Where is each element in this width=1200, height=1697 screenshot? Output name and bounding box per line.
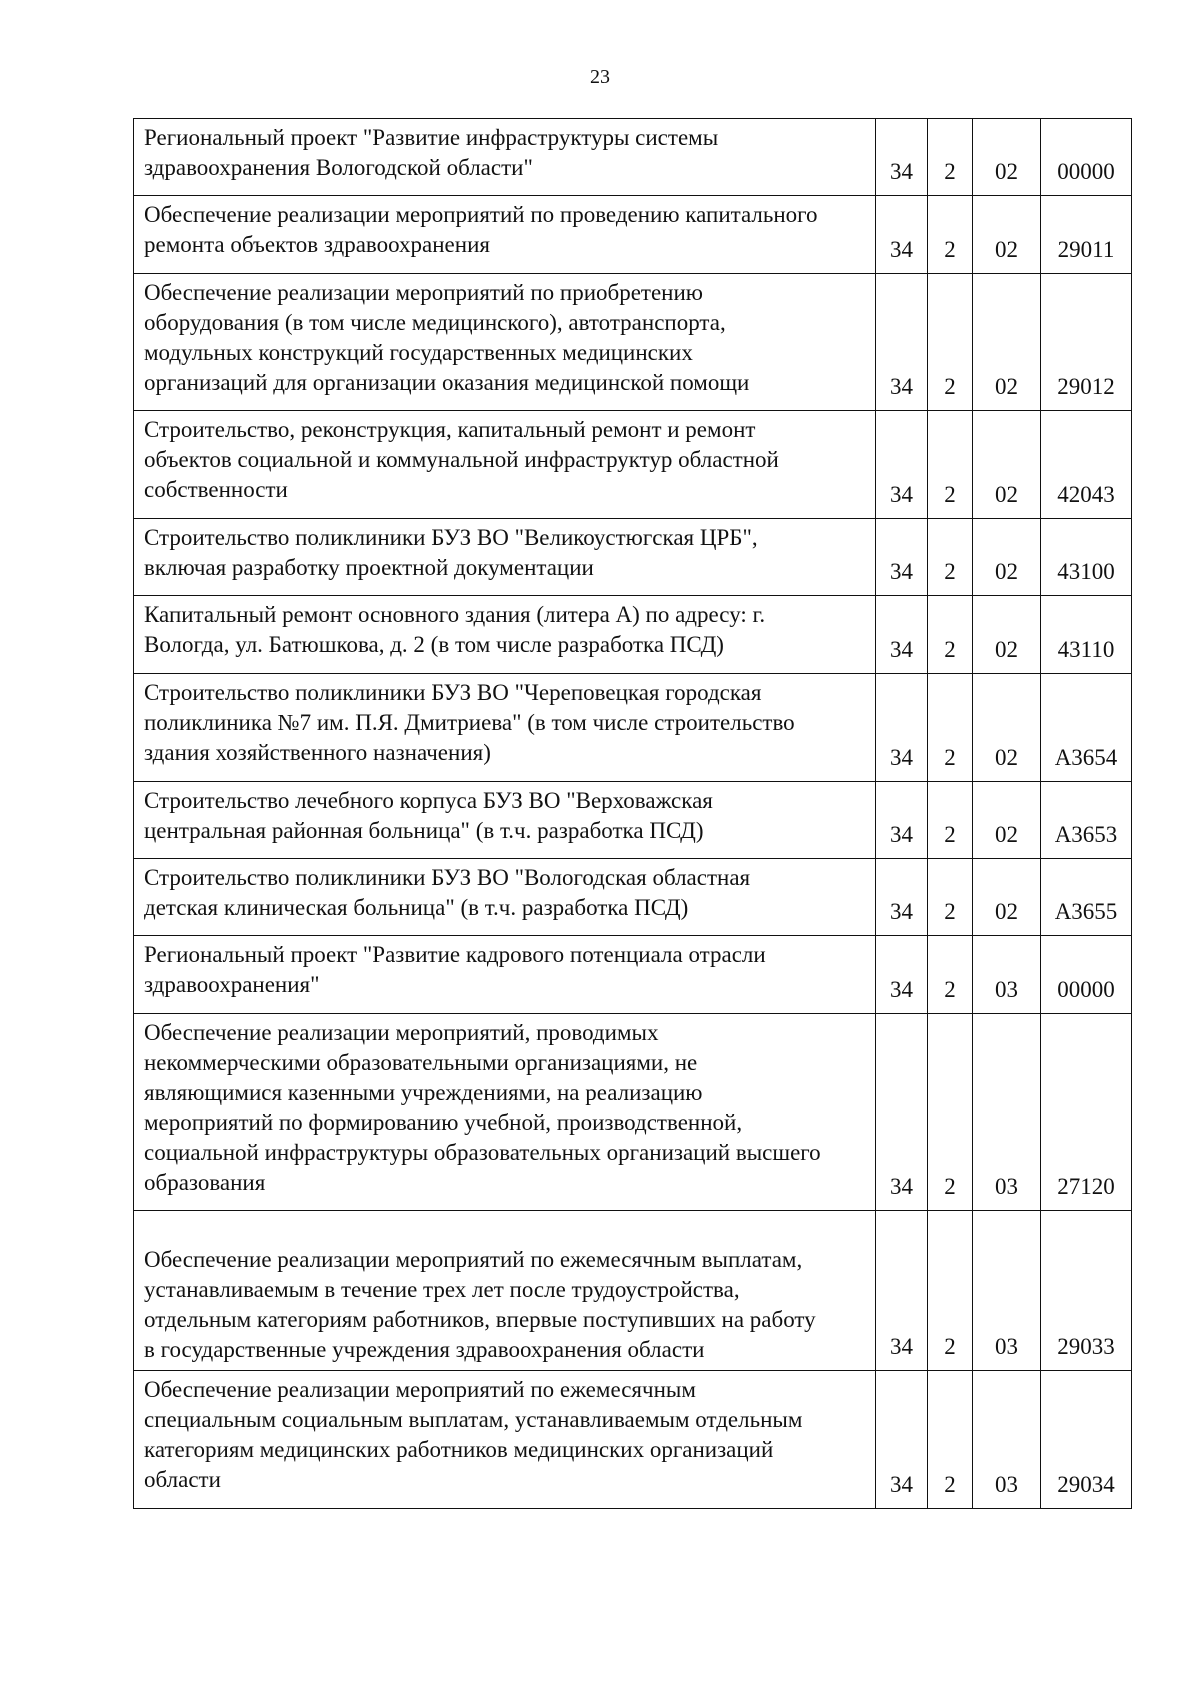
code-subprogram: 02	[973, 859, 1041, 936]
description-line: собственности	[144, 477, 288, 502]
description-line: центральная районная больница" (в т.ч. разработка ПСД)	[144, 818, 704, 843]
budget-classification-table	[133, 118, 1132, 1509]
code-subprogram: 02	[973, 596, 1041, 674]
table-row	[134, 859, 1132, 936]
description-line: отдельным категориям работников, впервые поступивших на работу	[144, 1307, 816, 1332]
description-line: Обеспечение реализации мероприятий по приобретению	[144, 280, 703, 305]
code-direction: 00000	[1041, 936, 1132, 1014]
table-row	[134, 196, 1132, 274]
description-line: специальным социальным выплатам, устанавливаемым отдельным	[144, 1407, 803, 1432]
code-ministry: 34	[876, 519, 928, 596]
row-description	[134, 782, 876, 859]
code-ministry: 34	[876, 274, 928, 411]
description-line: Строительство поликлиники БУЗ ВО "Вологодская областная	[144, 865, 751, 890]
description-line: Строительство, реконструкция, капитальный ремонт и ремонт	[144, 417, 756, 442]
code-direction: 43100	[1041, 519, 1132, 596]
description-line: Капитальный ремонт основного здания (литера А) по адресу: г.	[144, 602, 766, 627]
page-number: 23	[590, 66, 610, 88]
code-subprogram: 03	[973, 1211, 1041, 1371]
code-ministry: 34	[876, 119, 928, 196]
row-description	[134, 411, 876, 519]
code-subprogram: 02	[973, 274, 1041, 411]
description-line: образования	[144, 1170, 266, 1195]
code-subprogram: 02	[973, 519, 1041, 596]
code-ministry: 34	[876, 1211, 928, 1371]
row-description	[134, 596, 876, 674]
row-description	[134, 519, 876, 596]
description-line: здания хозяйственного назначения)	[144, 740, 491, 765]
row-description	[134, 119, 876, 196]
description-line: категориям медицинских работников медицинских организаций	[144, 1437, 774, 1462]
code-program: 2	[928, 936, 973, 1014]
code-ministry: 34	[876, 936, 928, 1014]
description-line: здравоохранения Вологодской области"	[144, 155, 533, 180]
code-direction: А3653	[1041, 782, 1132, 859]
description-line: Обеспечение реализации мероприятий по ежемесячным	[144, 1377, 696, 1402]
code-subprogram: 02	[973, 782, 1041, 859]
code-ministry: 34	[876, 859, 928, 936]
description-line: организаций для организации оказания медицинской помощи	[144, 370, 750, 395]
code-direction: 00000	[1041, 119, 1132, 196]
code-direction: 43110	[1041, 596, 1132, 674]
code-program: 2	[928, 1014, 973, 1211]
description-line: Строительство поликлиники БУЗ ВО "Великоустюгская ЦРБ",	[144, 525, 758, 550]
table-row	[134, 782, 1132, 859]
code-direction: 29034	[1041, 1371, 1132, 1509]
code-subprogram: 02	[973, 674, 1041, 782]
code-ministry: 34	[876, 596, 928, 674]
code-subprogram: 02	[973, 411, 1041, 519]
table-row	[134, 674, 1132, 782]
description-line: объектов социальной и коммунальной инфраструктур областной	[144, 447, 779, 472]
description-line: социальной инфраструктуры образовательных организаций высшего	[144, 1140, 821, 1165]
code-ministry: 34	[876, 196, 928, 274]
table-row	[134, 1211, 1132, 1371]
description-line: модульных конструкций государственных медицинских	[144, 340, 693, 365]
code-direction: 29011	[1041, 196, 1132, 274]
code-program: 2	[928, 519, 973, 596]
code-program: 2	[928, 674, 973, 782]
description-line: поликлиника №7 им. П.Я. Дмитриева" (в том числе строительство	[144, 710, 795, 735]
table-row	[134, 274, 1132, 411]
code-direction: А3655	[1041, 859, 1132, 936]
description-line: мероприятий по формированию учебной, производственной,	[144, 1110, 743, 1135]
description-line: Вологда, ул. Батюшкова, д. 2 (в том числе разработка ПСД)	[144, 632, 724, 657]
description-line: здравоохранения"	[144, 972, 320, 997]
code-program: 2	[928, 411, 973, 519]
row-description	[134, 196, 876, 274]
table-row	[134, 1371, 1132, 1509]
code-direction: 42043	[1041, 411, 1132, 519]
code-ministry: 34	[876, 411, 928, 519]
table-row	[134, 1014, 1132, 1211]
code-subprogram: 02	[973, 119, 1041, 196]
code-program: 2	[928, 196, 973, 274]
row-description	[134, 1371, 876, 1509]
code-ministry: 34	[876, 1014, 928, 1211]
code-program: 2	[928, 859, 973, 936]
code-ministry: 34	[876, 1371, 928, 1509]
description-line: детская клиническая больница" (в т.ч. разработка ПСД)	[144, 895, 689, 920]
description-line: устанавливаемым в течение трех лет после трудоустройства,	[144, 1277, 740, 1302]
description-line: Строительство лечебного корпуса БУЗ ВО "Верховажская	[144, 788, 713, 813]
table-row	[134, 119, 1132, 196]
description-line: Обеспечение реализации мероприятий по ежемесячным выплатам,	[144, 1247, 803, 1272]
row-description	[134, 274, 876, 411]
description-line: Обеспечение реализации мероприятий по проведению капитального	[144, 202, 818, 227]
description-line: оборудования (в том числе медицинского), автотранспорта,	[144, 310, 726, 335]
code-subprogram: 02	[973, 196, 1041, 274]
table-row	[134, 519, 1132, 596]
code-program: 2	[928, 782, 973, 859]
description-line: области	[144, 1467, 221, 1492]
description-line: ремонта объектов здравоохранения	[144, 232, 490, 257]
code-program: 2	[928, 119, 973, 196]
code-ministry: 34	[876, 674, 928, 782]
row-description	[134, 1211, 876, 1371]
description-line: Региональный проект "Развитие кадрового потенциала отрасли	[144, 942, 766, 967]
table-row	[134, 936, 1132, 1014]
description-line: являющимися казенными учреждениями, на реализацию	[144, 1080, 703, 1105]
description-line: включая разработку проектной документации	[144, 555, 594, 580]
code-program: 2	[928, 1211, 973, 1371]
table-row	[134, 411, 1132, 519]
code-direction: 27120	[1041, 1014, 1132, 1211]
description-line: Обеспечение реализации мероприятий, проводимых	[144, 1020, 659, 1045]
description-line: Региональный проект "Развитие инфраструктуры системы	[144, 125, 719, 150]
code-subprogram: 03	[973, 936, 1041, 1014]
row-description	[134, 1014, 876, 1211]
description-line: Строительство поликлиники БУЗ ВО "Череповецкая городская	[144, 680, 762, 705]
description-line: в государственные учреждения здравоохранения области	[144, 1337, 705, 1362]
code-program: 2	[928, 274, 973, 411]
code-program: 2	[928, 596, 973, 674]
row-description	[134, 674, 876, 782]
code-ministry: 34	[876, 782, 928, 859]
row-description	[134, 859, 876, 936]
description-line: некоммерческими образовательными организациями, не	[144, 1050, 698, 1075]
code-direction: 29012	[1041, 274, 1132, 411]
row-description	[134, 936, 876, 1014]
code-direction: 29033	[1041, 1211, 1132, 1371]
code-direction: А3654	[1041, 674, 1132, 782]
table-row	[134, 596, 1132, 674]
code-program: 2	[928, 1371, 973, 1509]
code-subprogram: 03	[973, 1371, 1041, 1509]
code-subprogram: 03	[973, 1014, 1041, 1211]
